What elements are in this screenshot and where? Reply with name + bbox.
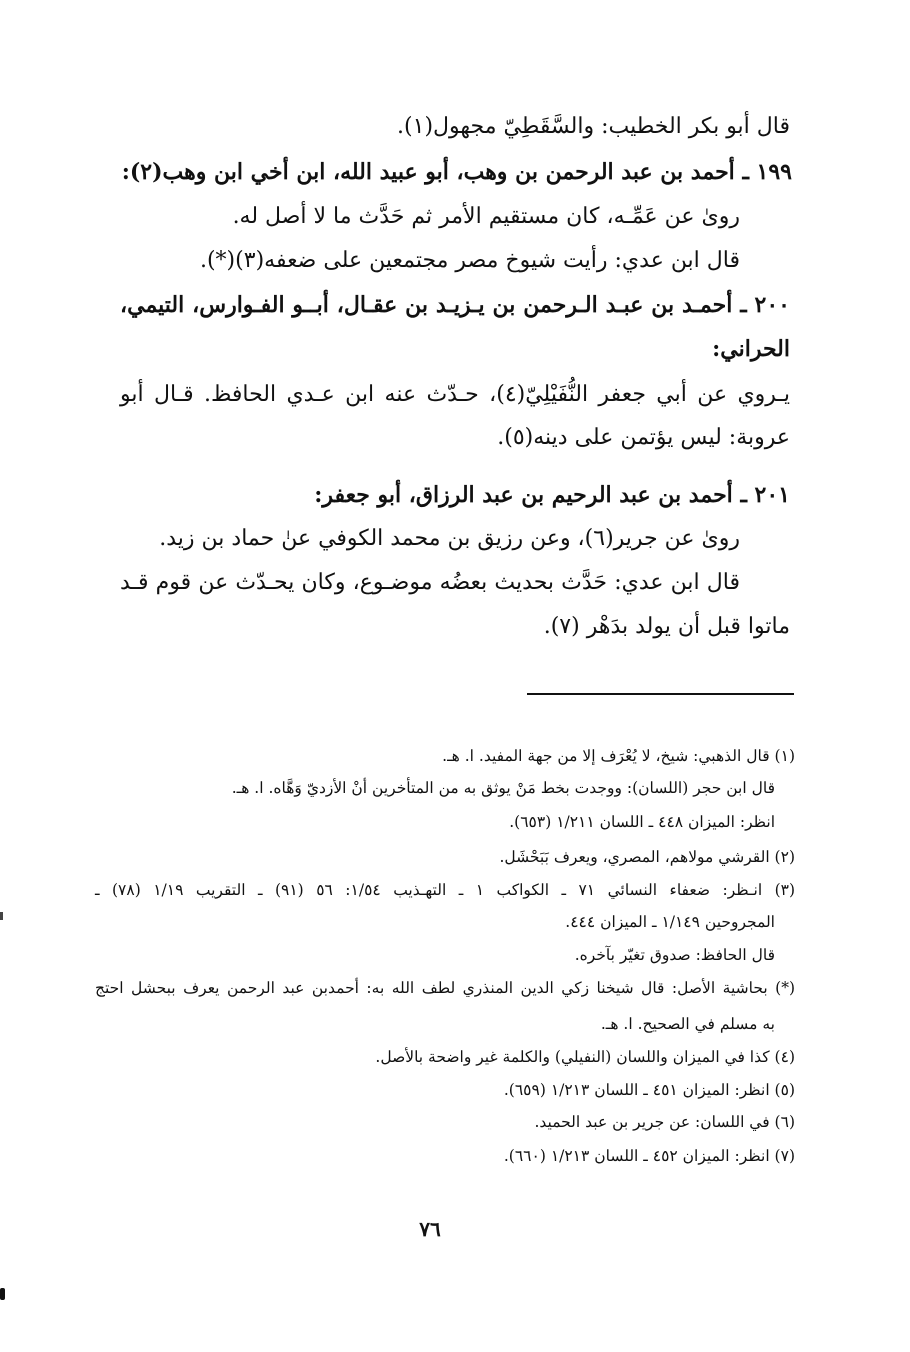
footnote-separator xyxy=(527,693,794,695)
footnote-7: (٧) انظر: الميزان ٤٥٢ ـ اللسان ١/٢١٣ (٦٦٠). xyxy=(503,1147,795,1165)
footnote-star: (*) بحاشية الأصل: قال شيخنا زكي الدين المنذري لطف الله به: أحمدبن عبد الرحمن يعرف ببحشل احتج xyxy=(95,979,795,997)
main-line-12: ماتوا قبل أن يولد بدَهْر (٧). xyxy=(543,614,790,639)
footnote-2: (٢) القرشي مولاهم، المصري، ويعرف بَبَحْشَل. xyxy=(499,848,795,866)
main-line-4: قال ابن عدي: رأيت شيوخ مصر مجتمعين على ضعفه(٣)(*). xyxy=(199,248,740,273)
footnote-star-cont: به مسلم في الصحيح. ا. هـ. xyxy=(600,1015,775,1033)
footnote-1-cont-2: انظر: الميزان ٤٤٨ ـ اللسان ١/٢١١ (٦٥٣). xyxy=(509,813,775,831)
footnote-3-cont-2: قال الحافظ: صدوق تغيّر بآخره. xyxy=(574,946,775,964)
footnote-6: (٦) في اللسان: عن جرير بن عبد الحميد. xyxy=(534,1113,795,1131)
page-number: ٧٦ xyxy=(419,1217,441,1241)
footnote-3: (٣) انـظر: ضعفاء النسائي ٧١ ـ الكواكب ١ ـ التهـذيب ١/٥٤: ٥٦ (٩١) ـ التقريب ١/١٩ (٧٨) ـ xyxy=(95,881,796,899)
main-line-10: روىٰ عن جرير(٦)، وعن رزيق بن محمد الكوفي عنٰ حماد بن زيد. xyxy=(159,526,740,551)
scan-edge-mark xyxy=(0,912,3,920)
entry-200-heading: ٢٠٠ ـ أحمـد بن عبـد الـرحمن بن يـزيـد بن عقـال، أبــو الفـوارس، التيمي، xyxy=(120,292,790,318)
scan-edge-blot xyxy=(0,1288,5,1300)
footnote-4: (٤) كذا في الميزان واللسان (النفيلي) والكلمة غير واضحة بالأصل. xyxy=(375,1048,795,1066)
footnote-3-cont-1: المجروحين ١/١٤٩ ـ الميزان ٤٤٤. xyxy=(565,913,775,931)
entry-199-heading: ١٩٩ ـ أحمد بن عبد الرحمن بن وهب، أبو عبيد الله، ابن أخي ابن وهب(٢): xyxy=(121,159,792,185)
main-line-1: قال أبو بكر الخطيب: والسَّقَطِيّ مجهول(١). xyxy=(397,114,790,139)
main-line-11: قال ابن عدي: حَدَّث بحديث بعضُه موضـوع، وكان يحـدّث عن قوم قـد xyxy=(120,570,740,595)
entry-201-heading: ٢٠١ ـ أحمد بن عبد الرحيم بن عبد الرزاق، أبو جعفر: xyxy=(314,482,790,508)
entry-200-heading-cont: الحراني: xyxy=(712,336,790,362)
footnote-1: (١) قال الذهبي: شيخ، لا يُعْرَف إلا من جهة المفيد. ا. هـ. xyxy=(442,747,795,765)
main-line-3: روىٰ عن عَمِّـه، كان مستقيم الأمر ثم حَدَّث ما لا أصل له. xyxy=(232,204,740,229)
main-line-7: يـروي عن أبي جعفر النُّفَيْلِيّ(٤)، حـدّث عنه ابن عـدي الحافظ. قـال أبو xyxy=(120,382,791,407)
main-line-8: عروبة: ليس يؤتمن على دينه(٥). xyxy=(497,425,790,450)
footnote-1-cont-1: قال ابن حجر (اللسان): ووجدت بخط مَنْ يوثق به من المتأخرين أنْ الأزديّ وَهَّاه. ا. هـ. xyxy=(231,779,775,797)
footnote-5: (٥) انظر: الميزان ٤٥١ ـ اللسان ١/٢١٣ (٦٥٩). xyxy=(503,1081,795,1099)
